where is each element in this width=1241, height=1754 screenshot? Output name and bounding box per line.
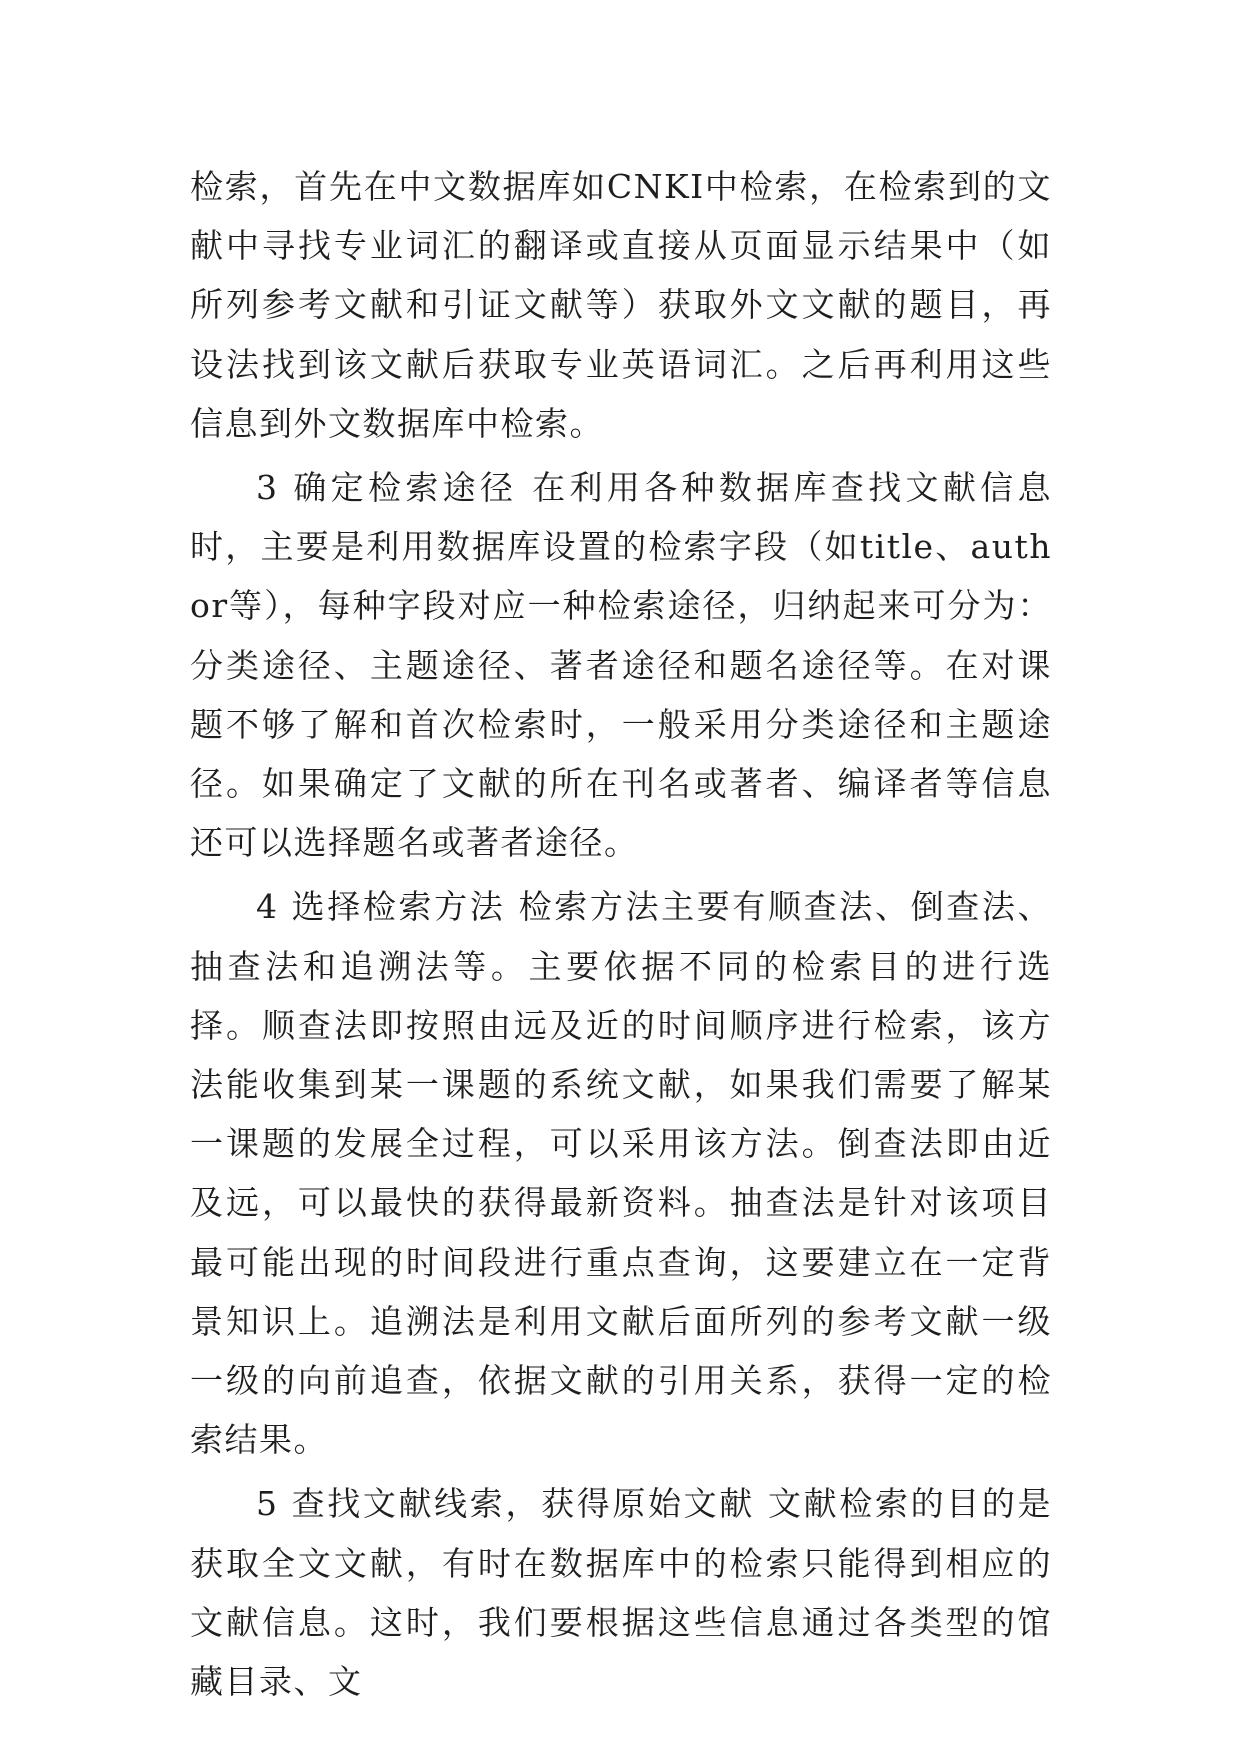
paragraph-search-method: 4 选择检索方法 检索方法主要有顺查法、倒查法、抽查法和追溯法等。主要依据不同的检索目的进行选择。顺查法即按照由远及近的时间顺序进行检索，该方法能收集到某一课题的系统文献，如果我们需要了解某一课题的发展全过程，可以采用该方法。倒查法即由近及远，可以最快的获得最新资料。抽查法是针对该项目最可能出现的时间段进行重点查询，这要建立在一定背景知识上。追溯法是利用文献后面所列的参考文献一级一级的向前追查，依据文献的引用关系，获得一定的检索结果。: [190, 887, 1052, 1460]
paragraph-search-path: 3 确定检索途径 在利用各种数据库查找文献信息时，主要是利用数据库设置的检索字段（如title、author等），每种字段对应一种检索途径，归纳起来可分为：分类途径、主题途径、著者途径和题名途径等。在对课题不够了解和首次检索时，一般采用分类途径和主题途径。如果确定了文献的所在刊名或著者、编译者等信息还可以选择题名或著者途径。: [190, 468, 1052, 863]
paragraph-continuation: 检索，首先在中文数据库如CNKI中检索，在检索到的文献中寻找专业词汇的翻译或直接从页面显示结果中（如所列参考文献和引证文献等）获取外文文献的题目，再设法找到该文献后获取专业英语词汇。之后再利用这些信息到外文数据库中检索。: [190, 167, 1052, 443]
body-text: [190, 157, 1052, 1716]
paragraph-original-literature: 5 查找文献线索，获得原始文献 文献检索的目的是获取全文文献，有时在数据库中的检索只能得到相应的文献信息。这时，我们要根据这些信息通过各类型的馆藏目录、文: [190, 1484, 1052, 1702]
